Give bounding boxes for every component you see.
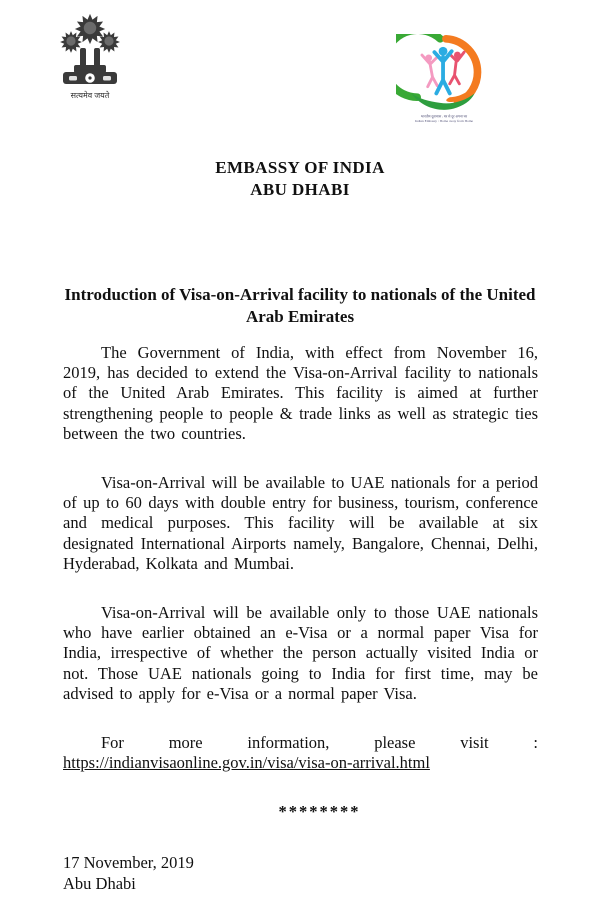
signoff-place: Abu Dhabi bbox=[63, 873, 136, 893]
logo-caption-english: Indian Embassy : Home away from Home bbox=[414, 119, 474, 124]
document-body bbox=[63, 343, 538, 894]
org-city: ABU DHABI bbox=[250, 180, 350, 199]
paragraph-1: The Government of India, with effect from November 16, 2019, has decided to extend the Visa-on-Arrival facility to nationals of the United Arab Emirates. This facility is aimed at further strengthening people to people & trade links as well as strategic ties between the two countries. bbox=[63, 343, 538, 443]
paragraph-3: Visa-on-Arrival will be available only to those UAE nationals who have earlier obtained an e-Visa or a normal paper Visa for India, irrespective of whether the person actually visited India or not. Those UAE nationals going to India for first time, may be advised to apply for e-Visa or a normal paper Visa. bbox=[63, 603, 538, 703]
asterisk-separator: ******** bbox=[278, 802, 361, 822]
logo-caption-hindi: भारतीय दूतावास : घर से दूर अपना घर bbox=[420, 114, 468, 119]
red-figure bbox=[450, 52, 464, 84]
indian-embassy-logo bbox=[396, 34, 492, 124]
india-national-emblem-icon bbox=[54, 8, 126, 108]
letterhead bbox=[0, 157, 600, 201]
visa-on-arrival-link[interactable]: https://indianvisaonline.gov.in/visa/visa-on-arrival.html bbox=[63, 753, 430, 773]
more-info-text: For more information, please visit : bbox=[101, 733, 538, 753]
indian-embassy-logo-icon bbox=[396, 34, 492, 124]
more-info-paragraph bbox=[63, 733, 538, 773]
emblem-motto: सत्यमेव जयते bbox=[70, 91, 110, 100]
pink-figure bbox=[422, 54, 437, 86]
paragraph-2: Visa-on-Arrival will be available to UAE nationals for a period of up to 60 days with double entry for business, tourism, conference and medical purposes. This facility will be available at six designated International Airports namely, Bangalore, Chennai, Delhi, Hyderabad, Kolkata and Mumbai. bbox=[63, 473, 538, 573]
org-name: EMBASSY OF INDIA bbox=[215, 158, 385, 177]
signoff-block bbox=[63, 852, 538, 894]
signoff-date: 17 November, 2019 bbox=[63, 852, 194, 872]
india-national-emblem bbox=[54, 8, 126, 108]
document-heading: Introduction of Visa-on-Arrival facility to nationals of the United Arab Emirates bbox=[64, 285, 536, 326]
